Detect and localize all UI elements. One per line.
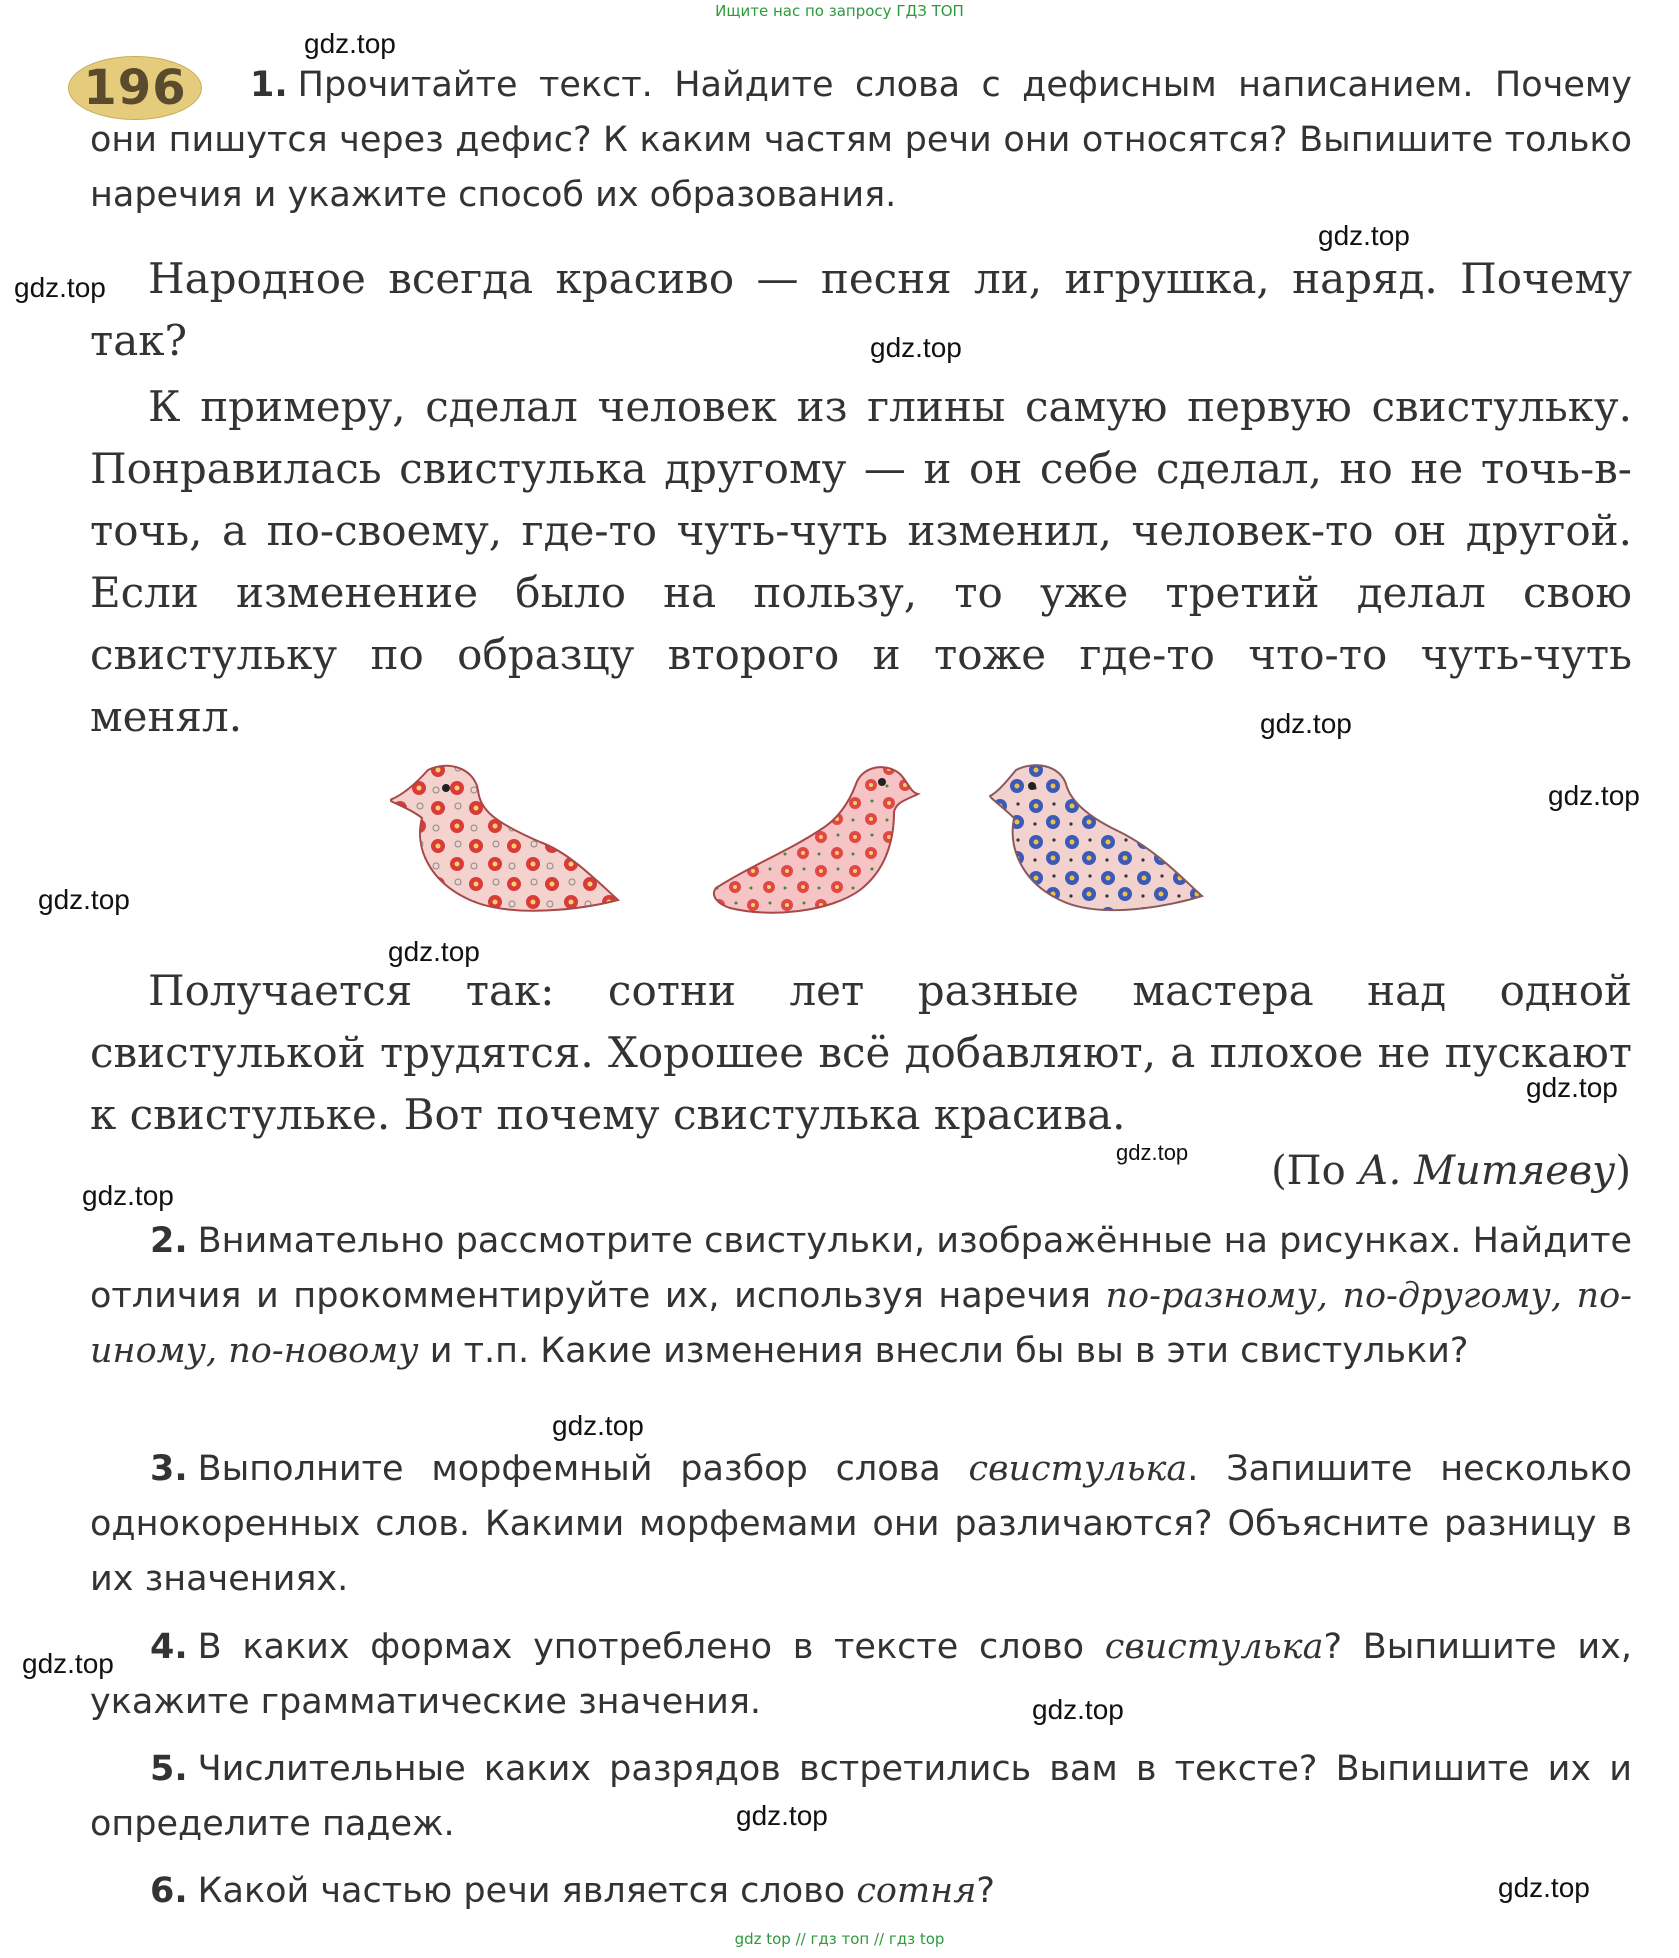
task-number: 5. <box>150 1749 188 1789</box>
bird-whistle-blue <box>990 765 1202 910</box>
watermark: gdz.top <box>870 332 962 363</box>
task-2: 2. Внимательно рассмотрите свистульки, изображённые на рисунках. Найдите отличия и прокомментируйте их, используя наречия по-разному, по-другому, по-иному, по-новому и т.п. Какие изменения внесли бы вы в эти свистульки? <box>90 1221 1632 1371</box>
task-6: 6. Какой частью речи является слово сотня? <box>150 1871 995 1911</box>
task-5: 5. Числительные каких разрядов встретились вам в тексте? Выпишите их и определите падеж. <box>90 1749 1632 1844</box>
source-credit: (По А. Митяеву) <box>1271 1148 1631 1194</box>
task-text: Прочитайте текст. Найдите слова с дефисным написанием. Почему они пишутся через дефис? К каким частям речи они относятся? Выпишите только наречия и укажите способ их образования. <box>90 65 1632 215</box>
watermark: gdz.top <box>1548 780 1640 811</box>
watermark: gdz.top <box>736 1800 828 1831</box>
story-paragraph-3: Получается так: сотни лет разные мастера над одной свистулькой трудятся. Хорошее всё добавляют, а плохое не пускают к свистульке. Вот почему свистулька красива. <box>90 966 1632 1139</box>
watermark: gdz.top <box>1116 1140 1189 1165</box>
task-1 <box>90 58 1632 223</box>
task-italic-word: свистулька <box>968 1449 1188 1489</box>
task-italic-words: по-разному, по-другому, по-иному, по-новому <box>90 1276 1632 1371</box>
watermark: gdz.top <box>22 1648 114 1679</box>
task-number: 6. <box>150 1871 188 1911</box>
watermark: gdz.top <box>1260 708 1352 739</box>
task-4: 4. В каких формах употреблено в тексте слово свистулька? Выпишите их, укажите грамматические значения. <box>90 1627 1632 1722</box>
top-banner: Ищите нас по запросу ГДЗ ТОП <box>715 2 964 20</box>
task-number: 2. <box>150 1221 188 1261</box>
exercise-number-badge: 196 <box>68 56 202 120</box>
story-paragraph-1: Народное всегда красиво — песня ли, игрушка, наряд. Почему так? <box>90 254 1632 365</box>
story-paragraph-2: К примеру, сделал человек из глины самую первую свистульку. Понравилась свистулька другому — и он себе сделал, но не точь-в-точь, а по-своему, где-то чуть-чуть изменил, человек-то он другой. Если изменение было на пользу, то уже третий делал свою свистульку по образцу второго и тоже где-то что-то чуть-чуть менял. <box>90 382 1632 741</box>
credit-author: А. Митяеву <box>1358 1148 1616 1194</box>
task-number: 3. <box>150 1449 188 1489</box>
watermark: gdz.top <box>304 28 396 59</box>
task-number: 4. <box>150 1627 188 1667</box>
watermark: gdz.top <box>1318 220 1410 251</box>
task-number: 1. <box>250 65 288 105</box>
watermark: gdz.top <box>388 936 480 967</box>
watermark: gdz.top <box>38 884 130 915</box>
watermark: gdz.top <box>14 272 106 303</box>
watermark: gdz.top <box>1032 1694 1124 1725</box>
task-3: 3. Выполните морфемный разбор слова свистулька. Запишите несколько однокоренных слов. Какими морфемами они различаются? Объясните разницу в их значениях. <box>90 1449 1632 1599</box>
bird-whistles-illustration <box>390 760 1340 930</box>
bird-whistle-pink <box>714 767 918 913</box>
watermark: gdz.top <box>552 1410 644 1441</box>
task-italic-word: свистулька <box>1104 1627 1324 1667</box>
watermark: gdz.top <box>1526 1072 1618 1103</box>
watermark: gdz.top <box>1498 1872 1590 1903</box>
story-text <box>90 248 1632 748</box>
bird-whistle-red <box>390 766 618 911</box>
story-text-continued <box>90 960 1632 1146</box>
task-italic-word: сотня <box>856 1871 977 1911</box>
footer-text: gdz top // гдз топ // гдз top <box>734 1930 945 1948</box>
watermark: gdz.top <box>82 1180 174 1211</box>
